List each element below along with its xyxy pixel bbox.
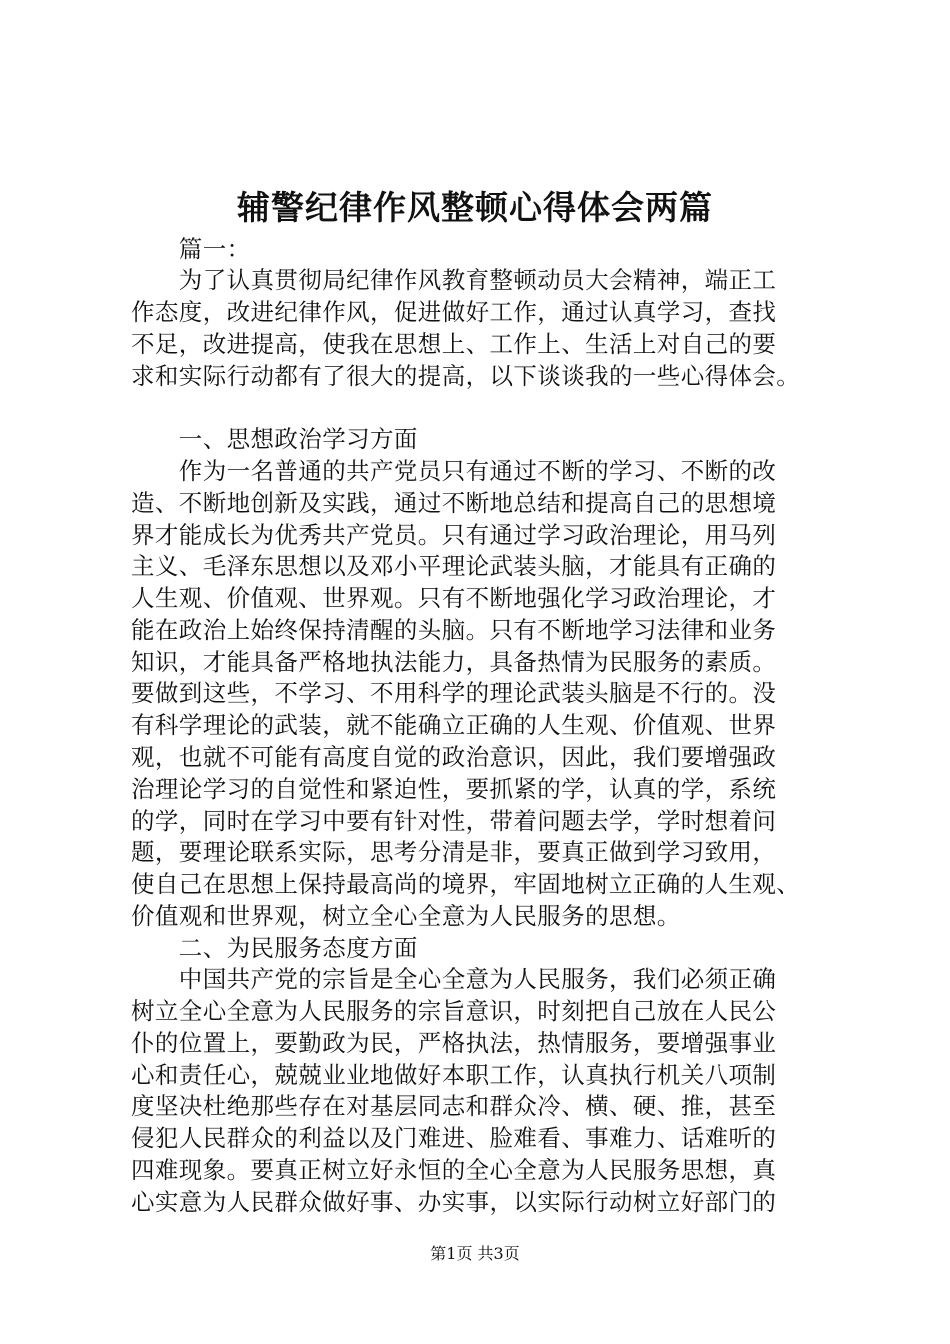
text-line: 主义、毛泽东思想以及邓小平理论武装头脑，才能具有正确的 — [131, 552, 777, 580]
text-line: 侵犯人民群众的利益以及门难进、脸难看、事难力、话难听的 — [131, 1124, 777, 1152]
section-heading: 一、思想政治学习方面 — [131, 425, 418, 453]
text-line: 不足，改进提高，使我在思想上、工作上、生活上对自己的要 — [131, 330, 777, 358]
text-line: 求和实际行动都有了很大的提高，以下谈谈我的一些心得体会。 — [131, 362, 801, 390]
page-indicator: 第1页 共3页 — [430, 1244, 520, 1263]
text-line: 有科学理论的武装，就不能确立正确的人生观、价值观、世界 — [131, 711, 777, 739]
text-line: 使自己在思想上保持最高尚的境界，牢固地树立正确的人生观、 — [131, 870, 801, 898]
section-heading: 二、为民服务态度方面 — [131, 934, 418, 962]
text-line: 篇一： — [131, 235, 251, 263]
text-line: 观，也就不可能有高度自觉的政治意识，因此，我们要增强政 — [131, 743, 777, 771]
text-line: 能在政治上始终保持清醒的头脑。只有不断地学习法律和业务 — [131, 616, 777, 644]
text-line: 心和责任心，兢兢业业地做好本职工作，认真执行机关八项制 — [131, 1061, 777, 1089]
text-line: 作为一名普通的共产党员只有通过不断的学习、不断的改 — [131, 457, 777, 485]
text-line: 心实意为人民群众做好事、办实事，以实际行动树立好部门的 — [131, 1188, 777, 1216]
text-line: 治理论学习的自觉性和紧迫性，要抓紧的学，认真的学，系统 — [131, 775, 777, 803]
text-line: 界才能成长为优秀共产党员。只有通过学习政治理论，用马列 — [131, 521, 777, 549]
text-line: 为了认真贯彻局纪律作风教育整顿动员大会精神，端正工 — [131, 266, 777, 294]
text-line: 仆的位置上，要勤政为民，严格执法，热情服务，要增强事业 — [131, 1029, 777, 1057]
text-line: 知识，才能具备严格地执法能力，具备热情为民服务的素质。 — [131, 648, 777, 676]
text-line: 作态度，改进纪律作风，促进做好工作，通过认真学习，查找 — [131, 298, 777, 326]
text-line: 价值观和世界观，树立全心全意为人民服务的思想。 — [131, 902, 681, 930]
text-line: 树立全心全意为人民服务的宗旨意识，时刻把自己放在人民公 — [131, 997, 777, 1025]
document-title: 辅警纪律作风整顿心得体会两篇 — [237, 188, 713, 227]
text-line: 度坚决杜绝那些存在对基层同志和群众冷、横、硬、推，甚至 — [131, 1092, 777, 1120]
text-line: 的学，同时在学习中要有针对性，带着问题去学，学时想着问 — [131, 807, 777, 835]
text-line: 要做到这些，不学习、不用科学的理论武装头脑是不行的。没 — [131, 679, 777, 707]
text-line: 四难现象。要真正树立好永恒的全心全意为人民服务思想，真 — [131, 1156, 777, 1184]
text-line: 中国共产党的宗旨是全心全意为人民服务，我们必须正确 — [131, 965, 777, 993]
text-line: 人生观、价值观、世界观。只有不断地强化学习政治理论，才 — [131, 584, 777, 612]
text-line: 题，要理论联系实际，思考分清是非，要真正做到学习致用， — [131, 838, 777, 866]
text-line: 造、不断地创新及实践，通过不断地总结和提高自己的思想境 — [131, 489, 777, 517]
